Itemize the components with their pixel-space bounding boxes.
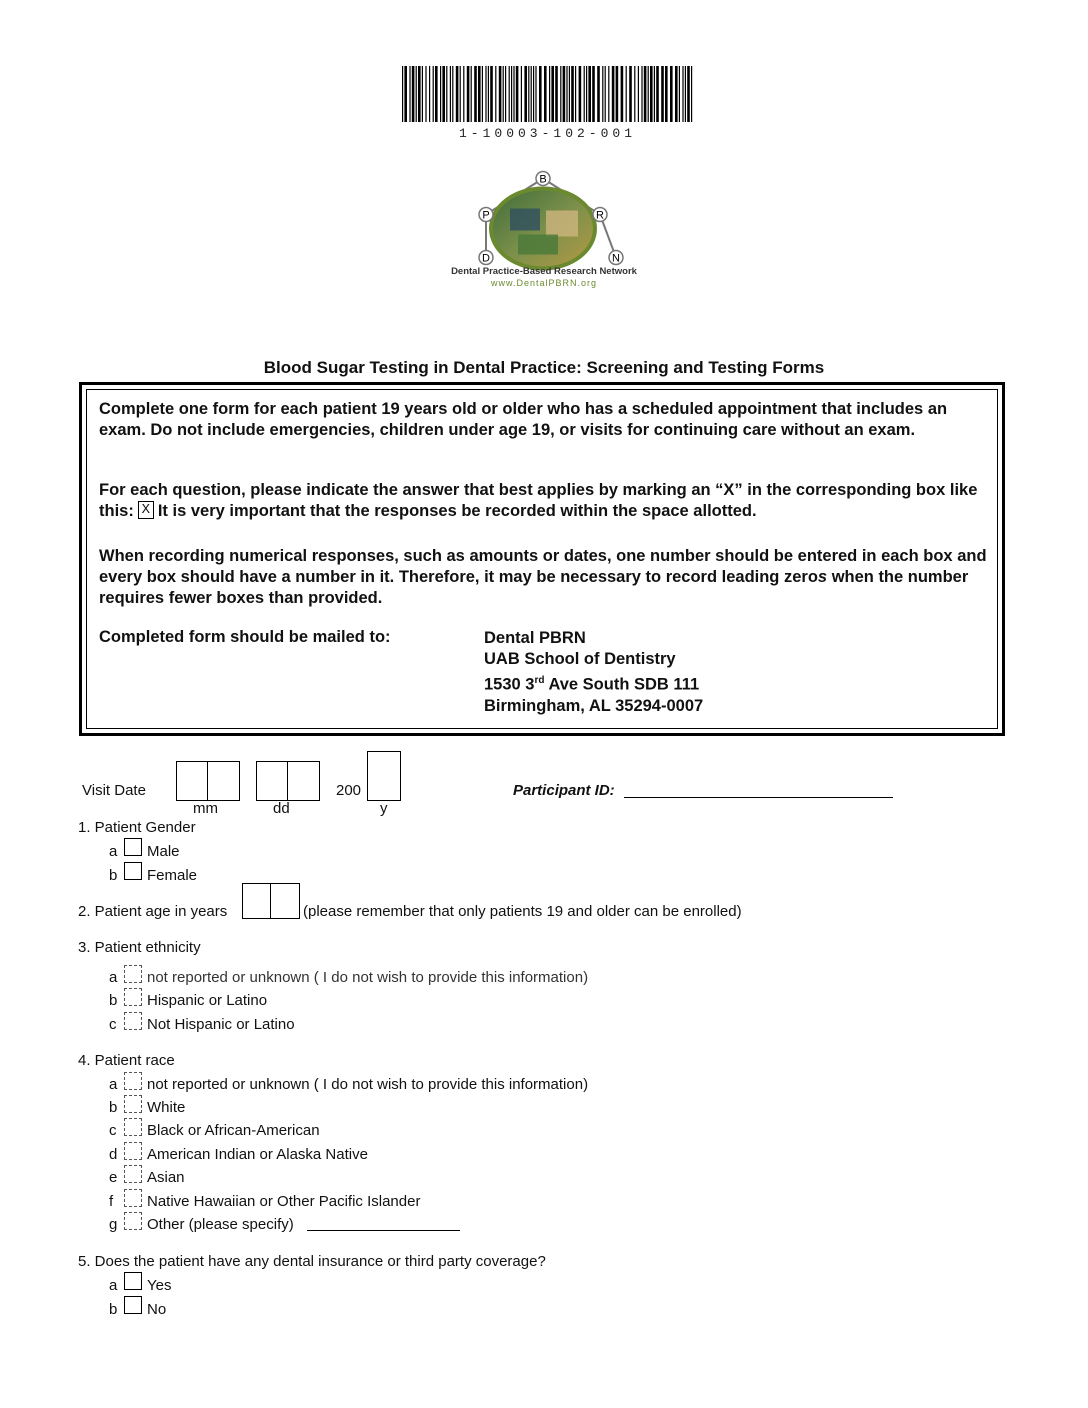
barcode-bar (656, 66, 659, 122)
q4-option-f-checkbox[interactable] (124, 1189, 142, 1207)
q4-option-g-text: Other (please specify) (147, 1216, 294, 1233)
q4-option-e-text: Asian (147, 1169, 185, 1186)
q3-option-a-checkbox[interactable] (124, 965, 142, 983)
logo-letter-p: P (482, 209, 490, 222)
barcode-bar (513, 66, 514, 122)
barcode-bar (597, 66, 600, 122)
q1-option-a-checkbox[interactable] (124, 838, 142, 856)
barcode-bar (608, 66, 609, 122)
barcode-bar (499, 66, 502, 122)
barcode-bar (687, 66, 690, 122)
barcode-bar (429, 66, 430, 122)
q3-option-c-checkbox[interactable] (124, 1012, 142, 1030)
logo-letter-b: B (539, 173, 547, 186)
q4-option-c-checkbox[interactable] (124, 1118, 142, 1136)
barcode-bar (490, 66, 493, 122)
q1-option-a-text: Male (147, 843, 180, 860)
barcode-bar (563, 66, 566, 122)
instructions-box (79, 382, 1005, 736)
barcode-bar (488, 66, 489, 122)
barcode-bar (452, 66, 453, 122)
barcode-number: 1-10003-102-001 (458, 126, 637, 141)
barcode-bar (560, 66, 561, 122)
q3-option-b-text: Hispanic or Latino (147, 992, 268, 1009)
q2-note: (please remember that only patients 19 and older can be enrolled) (303, 903, 742, 920)
barcode-bar (442, 66, 445, 122)
barcode-bar (456, 66, 459, 122)
address-line-2: UAB School of Dentistry (484, 650, 676, 668)
participant-id-field[interactable] (624, 797, 893, 798)
barcode-bar (471, 66, 472, 122)
barcode-bar (544, 66, 547, 122)
barcode-bar (586, 66, 587, 122)
barcode-bar (679, 66, 680, 122)
logo-letter-r: R (596, 209, 604, 222)
q4-label: 4. Patient race (78, 1052, 175, 1069)
q4-option-g-letter: g (109, 1216, 118, 1233)
document-title: Blood Sugar Testing in Dental Practice: Screening and Testing Forms (263, 358, 825, 377)
barcode-bar (654, 66, 655, 122)
address-line-1: Dental PBRN (484, 629, 586, 647)
barcode-bar (661, 66, 664, 122)
barcode-bar (511, 66, 512, 122)
barcode-bar (571, 66, 574, 122)
q1-option-b-text: Female (147, 867, 198, 884)
year-prefix: 200 (336, 782, 362, 799)
barcode-bar (435, 66, 438, 122)
barcode-bar (533, 66, 534, 122)
para2-text-a: For each question, please indicate the answer that best applies by marking an “X” in the corresponding box like this: (99, 481, 978, 520)
instructions-paragraph-2 (99, 480, 994, 522)
barcode-bar (555, 66, 558, 122)
q4-option-e-letter: e (109, 1169, 118, 1186)
barcode-bar (482, 66, 483, 122)
q4-option-g-checkbox[interactable] (124, 1212, 142, 1230)
barcode-bar (531, 66, 532, 122)
barcode-bar (478, 66, 481, 122)
day-caption: dd (273, 800, 290, 817)
instructions-paragraph-3 (99, 546, 994, 609)
q3-option-a-letter: a (109, 969, 118, 986)
q5-option-a-text: Yes (147, 1277, 172, 1294)
barcode-bar (402, 66, 403, 122)
barcode-bar (648, 66, 649, 122)
q4-option-a-letter: a (109, 1076, 118, 1093)
barcode-bar (503, 66, 504, 122)
address-line-4: Birmingham, AL 35294-0007 (484, 696, 704, 715)
instructions-inner-frame (86, 389, 998, 729)
q3-option-c-text: Not Hispanic or Latino (147, 1016, 295, 1033)
barcode-bar (539, 66, 542, 122)
barcode-bar (634, 66, 635, 122)
q4-option-b-text: White (147, 1099, 186, 1116)
barcode-bar (460, 66, 461, 122)
address-line-3 (484, 670, 703, 696)
q1-option-a-letter: a (109, 843, 118, 860)
barcode-bar (425, 66, 426, 122)
q2-label: 2. Patient age in years (78, 903, 228, 920)
para2-text-b: It is very important that the responses be recorded within the space allotted. (157, 502, 757, 520)
barcode-bar (416, 66, 417, 122)
address-street: Ave South SDB 111 (544, 675, 700, 694)
barcode-bar (605, 66, 606, 122)
q4-option-e-checkbox[interactable] (124, 1165, 142, 1183)
barcode-bar (665, 66, 668, 122)
barcode-bar (524, 66, 527, 122)
barcode (400, 66, 695, 128)
barcode-bar (485, 66, 486, 122)
visit-date-label: Visit Date (82, 782, 146, 799)
barcode-bar (467, 66, 470, 122)
age-digit-2[interactable] (270, 883, 300, 919)
barcode-bar (440, 66, 441, 122)
barcode-bar (549, 66, 550, 122)
visit-day-digit-1[interactable] (256, 761, 289, 801)
barcode-bar (602, 66, 603, 122)
barcode-bar (670, 66, 673, 122)
barcode-bar (675, 66, 678, 122)
barcode-bar (495, 66, 496, 122)
visit-year-digit[interactable] (367, 751, 401, 801)
barcode-bar (404, 66, 407, 122)
barcode-bar (528, 66, 529, 122)
barcode-bar (638, 66, 639, 122)
q4-option-b-checkbox[interactable] (124, 1095, 142, 1113)
barcode-bar (412, 66, 415, 122)
barcode-bar (584, 66, 585, 122)
q4-option-d-checkbox[interactable] (124, 1142, 142, 1160)
q1-label: 1. Patient Gender (78, 819, 196, 836)
barcode-bar (521, 66, 522, 122)
q5-option-a-checkbox[interactable] (124, 1272, 142, 1290)
barcode-bar (629, 66, 632, 122)
barcode-bar (505, 66, 506, 122)
year-caption: y (380, 800, 388, 817)
mailing-address (484, 628, 703, 717)
barcode-bar (422, 66, 423, 122)
q4-option-f-letter: f (109, 1193, 114, 1210)
barcode-bar (409, 66, 410, 122)
barcode-bar (612, 66, 615, 122)
barcode-bar (592, 66, 595, 122)
instructions-paragraph-1: Complete one form for each patient 19 years old or older who has a scheduled appointment that includes an exam. Do not include emergencies, children under age 19, or visits for continuing care without an exam. (99, 400, 948, 439)
visit-month-digit-1[interactable] (176, 761, 209, 801)
barcode-bar (641, 66, 642, 122)
barcode-bar (616, 66, 619, 122)
q3-option-a-text: not reported or unknown ( I do not wish to provide this information) (147, 969, 589, 986)
q4-other-specify-field[interactable] (307, 1230, 460, 1231)
barcode-bar (446, 66, 447, 122)
q4-option-b-letter: b (109, 1099, 118, 1116)
logo-letter-d: D (482, 252, 490, 265)
barcode-bar (418, 66, 421, 122)
q4-option-c-letter: c (109, 1122, 117, 1139)
barcode-bar (474, 66, 477, 122)
barcode-bar (575, 66, 576, 122)
barcode-bar (588, 66, 591, 122)
address-street-number: 1530 3 (484, 675, 535, 694)
month-caption: mm (193, 800, 218, 817)
para3-text-a: When recording numerical responses, such as amounts or dates, one number should be entered in each box and every box should have a number in it. Therefore, it may be necessary to record leading zero (99, 547, 987, 586)
q5-option-a-letter: a (109, 1277, 118, 1294)
barcode-bar (566, 66, 567, 122)
barcode-bar (551, 66, 554, 122)
q5-label: 5. Does the patient have any dental insurance or third party coverage? (78, 1253, 546, 1270)
age-digit-1[interactable] (242, 883, 272, 919)
barcode-bar (450, 66, 451, 122)
para3-text-b: when the number requires fewer boxes than provided. (99, 568, 969, 607)
barcode-bar (463, 66, 464, 122)
q5-option-b-letter: b (109, 1301, 118, 1318)
barcode-bar (516, 66, 519, 122)
q4-option-d-letter: d (109, 1146, 118, 1163)
barcode-bar (650, 66, 653, 122)
q4-option-c-text: Black or African-American (147, 1122, 320, 1139)
q3-option-b-letter: b (109, 992, 118, 1009)
barcode-bar (621, 66, 624, 122)
barcode-bar (535, 66, 536, 122)
barcode-bar (644, 66, 647, 122)
barcode-bar (682, 66, 683, 122)
barcode-bar (685, 66, 686, 122)
q4-option-f-text: Native Hawaiian or Other Pacific Islander (147, 1193, 421, 1210)
barcode-bar (691, 66, 692, 122)
barcode-bar (433, 66, 434, 122)
mail-label: Completed form should be mailed to: (99, 628, 391, 646)
participant-id-label: Participant ID: (513, 782, 615, 799)
q5-option-b-checkbox[interactable] (124, 1296, 142, 1314)
barcode-bar (626, 66, 627, 122)
barcode-bar (509, 66, 510, 122)
q1-option-b-letter: b (109, 867, 118, 884)
visit-day-digit-2[interactable] (287, 761, 320, 801)
barcode-bar (569, 66, 570, 122)
q3-option-b-checkbox[interactable] (124, 988, 142, 1006)
q5-option-b-text: No (147, 1301, 167, 1318)
q3-label: 3. Patient ethnicity (78, 939, 201, 956)
q1-option-b-checkbox[interactable] (124, 862, 142, 880)
para3-italic-s: s (817, 568, 828, 586)
q3-option-c-letter: c (109, 1016, 117, 1033)
address-ordinal: rd (534, 675, 545, 686)
q4-option-d-text: American Indian or Alaska Native (147, 1146, 368, 1163)
logo-letter-n: N (612, 252, 620, 265)
logo-organization-name: Dental Practice-Based Research Network (451, 266, 637, 277)
q4-option-a-text: not reported or unknown ( I do not wish to provide this information) (147, 1076, 589, 1093)
visit-month-digit-2[interactable] (207, 761, 240, 801)
example-x-checkbox: X (138, 501, 154, 519)
q4-option-a-checkbox[interactable] (124, 1072, 142, 1090)
logo-url: www.DentalPBRN.org (490, 278, 598, 288)
barcode-bar (579, 66, 582, 122)
